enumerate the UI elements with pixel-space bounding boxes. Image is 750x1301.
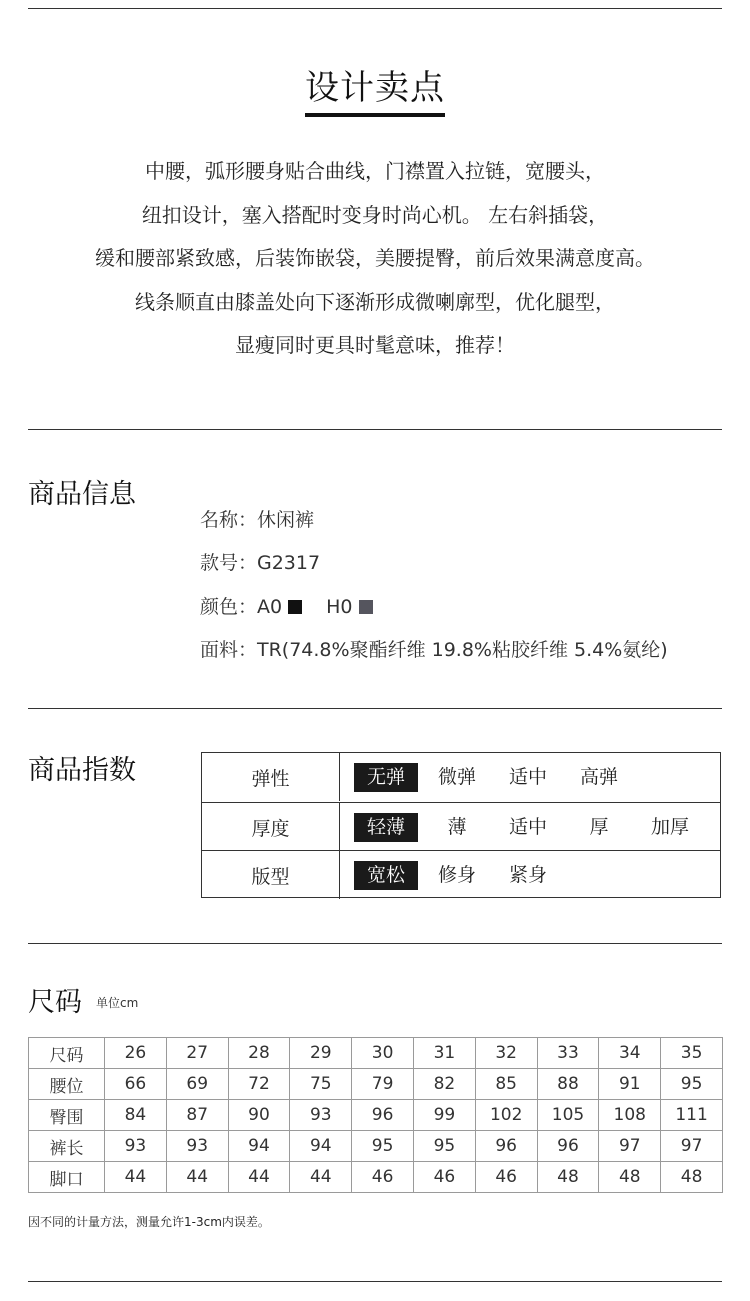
size-cell: 69 xyxy=(166,1069,228,1100)
size-cell: 88 xyxy=(537,1069,599,1100)
table-row xyxy=(29,1069,723,1100)
design-title-underline xyxy=(305,113,445,117)
table-row xyxy=(29,1162,723,1193)
size-cell: 95 xyxy=(661,1069,723,1100)
size-cell: 29 xyxy=(290,1038,352,1069)
table-row xyxy=(29,1038,723,1069)
size-cell: 93 xyxy=(290,1100,352,1131)
info-code: 款号：G2317 xyxy=(200,552,321,574)
size-cell: 31 xyxy=(413,1038,475,1069)
size-cell: 33 xyxy=(537,1038,599,1069)
size-cell: 82 xyxy=(413,1069,475,1100)
size-note: 因不同的计量方法，测量允许1-3cm内误差。 xyxy=(28,1215,270,1229)
size-cell: 44 xyxy=(105,1162,167,1193)
index-option: 微弹 xyxy=(437,766,476,788)
index-table xyxy=(201,752,721,898)
color-swatch-a0 xyxy=(288,600,302,614)
index-option: 紧身 xyxy=(508,864,547,886)
index-row-elasticity xyxy=(202,753,720,801)
info-name: 名称：休闲裤 xyxy=(200,509,315,531)
size-cell: 26 xyxy=(105,1038,167,1069)
size-cell: 46 xyxy=(352,1162,414,1193)
size-cell: 97 xyxy=(661,1131,723,1162)
index-option: 适中 xyxy=(508,766,547,788)
index-option: 适中 xyxy=(508,816,547,838)
table-row xyxy=(29,1100,723,1131)
index-row-label: 版型 xyxy=(202,851,340,899)
size-cell: 94 xyxy=(228,1131,290,1162)
size-cell: 95 xyxy=(413,1131,475,1162)
index-option-selected: 轻薄 xyxy=(354,813,418,842)
size-cell: 99 xyxy=(413,1100,475,1131)
size-unit: 单位cm xyxy=(96,996,139,1010)
size-row-label: 裤长 xyxy=(29,1131,105,1162)
index-option: 修身 xyxy=(437,864,476,886)
color-label: 颜色： xyxy=(200,596,258,618)
index-row-label: 厚度 xyxy=(202,803,340,851)
design-line: 缓和腰部紧致感，后装饰嵌袋，美腰提臀，前后效果满意度高。 xyxy=(95,246,655,270)
design-description xyxy=(20,150,730,368)
size-cell: 94 xyxy=(290,1131,352,1162)
info-fabric: 面料：TR(74.8%聚酯纤维 19.8%粘胶纤维 5.4%氨纶) xyxy=(200,639,668,661)
color-name: H0 xyxy=(326,596,353,618)
size-row-label: 脚口 xyxy=(29,1162,105,1193)
index-row-fit xyxy=(202,850,720,899)
size-cell: 34 xyxy=(599,1038,661,1069)
index-option: 加厚 xyxy=(650,816,689,838)
index-row-thickness xyxy=(202,802,720,851)
design-title: 设计卖点 xyxy=(305,68,445,108)
size-cell: 105 xyxy=(537,1100,599,1131)
info-colors xyxy=(200,592,397,619)
size-row-label: 尺码 xyxy=(29,1038,105,1069)
size-table xyxy=(28,1037,723,1193)
size-cell: 48 xyxy=(661,1162,723,1193)
size-cell: 72 xyxy=(228,1069,290,1100)
section-divider xyxy=(28,708,722,709)
top-divider xyxy=(28,8,722,9)
color-swatch-h0 xyxy=(359,600,373,614)
size-cell: 30 xyxy=(352,1038,414,1069)
size-cell: 75 xyxy=(290,1069,352,1100)
size-row-label: 腰位 xyxy=(29,1069,105,1100)
size-cell: 48 xyxy=(537,1162,599,1193)
size-cell: 90 xyxy=(228,1100,290,1131)
design-line: 显瘦同时更具时髦意味，推荐！ xyxy=(235,333,515,357)
size-heading: 尺码 xyxy=(28,987,82,1018)
size-cell: 102 xyxy=(475,1100,537,1131)
size-cell: 87 xyxy=(166,1100,228,1131)
size-cell: 44 xyxy=(166,1162,228,1193)
size-cell: 44 xyxy=(228,1162,290,1193)
index-heading: 商品指数 xyxy=(28,755,136,786)
size-cell: 93 xyxy=(166,1131,228,1162)
size-cell: 66 xyxy=(105,1069,167,1100)
color-name: A0 xyxy=(257,596,283,618)
size-cell: 96 xyxy=(537,1131,599,1162)
bottom-divider xyxy=(28,1281,722,1282)
size-cell: 84 xyxy=(105,1100,167,1131)
size-cell: 27 xyxy=(166,1038,228,1069)
size-cell: 46 xyxy=(475,1162,537,1193)
size-cell: 44 xyxy=(290,1162,352,1193)
size-cell: 108 xyxy=(599,1100,661,1131)
index-row-label: 弹性 xyxy=(202,753,340,801)
section-divider xyxy=(28,429,722,430)
size-cell: 111 xyxy=(661,1100,723,1131)
size-cell: 96 xyxy=(352,1100,414,1131)
design-line: 中腰，弧形腰身贴合曲线，门襟置入拉链，宽腰头， xyxy=(145,159,605,183)
index-option: 薄 xyxy=(447,816,467,838)
size-cell: 95 xyxy=(352,1131,414,1162)
index-option-selected: 宽松 xyxy=(354,861,418,890)
design-line: 纽扣设计，塞入搭配时变身时尚心机。 左右斜插袋， xyxy=(141,202,609,227)
index-option: 厚 xyxy=(589,816,609,838)
size-cell: 93 xyxy=(105,1131,167,1162)
table-row xyxy=(29,1131,723,1162)
size-cell: 32 xyxy=(475,1038,537,1069)
size-cell: 48 xyxy=(599,1162,661,1193)
index-option: 高弹 xyxy=(579,766,618,788)
info-heading: 商品信息 xyxy=(28,479,136,510)
size-cell: 85 xyxy=(475,1069,537,1100)
size-cell: 46 xyxy=(413,1162,475,1193)
size-cell: 97 xyxy=(599,1131,661,1162)
size-row-label: 臀围 xyxy=(29,1100,105,1131)
design-line: 线条顺直由膝盖处向下逐渐形成微喇廓型，优化腿型， xyxy=(135,289,615,314)
size-cell: 28 xyxy=(228,1038,290,1069)
size-cell: 35 xyxy=(661,1038,723,1069)
index-option-selected: 无弹 xyxy=(354,763,418,792)
size-cell: 91 xyxy=(599,1069,661,1100)
size-cell: 96 xyxy=(475,1131,537,1162)
size-cell: 79 xyxy=(352,1069,414,1100)
section-divider xyxy=(28,943,722,944)
